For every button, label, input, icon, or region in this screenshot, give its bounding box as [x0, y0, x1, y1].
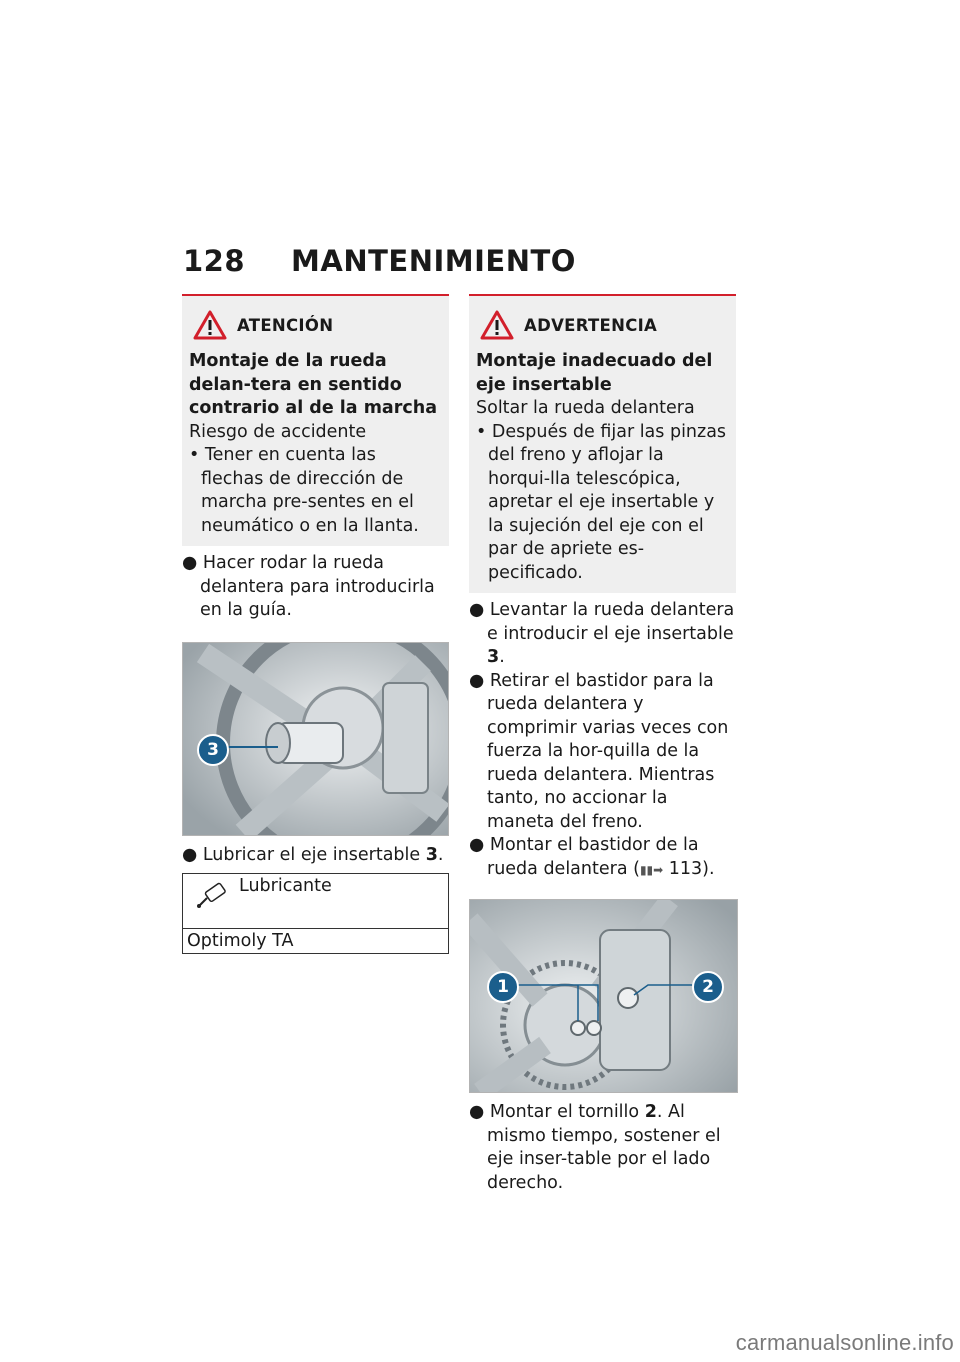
- caution-heading: Montaje de la rueda delan-tera en sentido contrario al de la marcha: [189, 351, 438, 418]
- warning-consequence: Soltar la rueda delantera: [476, 398, 695, 418]
- warning-triangle-icon: [193, 310, 227, 340]
- lubricant-table: [182, 873, 449, 954]
- instruction-roll-wheel: ● Hacer rodar la rueda delantera para introducirla en la guía.: [182, 553, 435, 620]
- warning-box: [469, 294, 736, 593]
- watermark: carmanualsonline.info: [735, 1330, 954, 1355]
- lubricant-label: Lubricante: [239, 876, 332, 896]
- page-header: [183, 244, 576, 278]
- instruction-remove-stand: ● Retirar el bastidor para la rueda delantera y comprimir varias veces con fuerza la hor-quilla de la rueda delantera. Mientras tanto, no accionar la maneta del freno.: [469, 670, 729, 832]
- caution-consequence: Riesgo de accidente: [189, 421, 367, 442]
- caution-box: [182, 294, 449, 546]
- figure-abs-sensor: [469, 899, 738, 1093]
- caution-action: • Tener en cuenta las flechas de dirección de marcha pre-sentes en el neumático o en la llanta.: [189, 445, 419, 536]
- warning-action: • Después de fijar las pinzas del freno y aflojar la horqui-lla telescópica, apretar el eje insertable y la sujeción del eje con el par de apriete es-pecificado.: [476, 421, 727, 583]
- caution-label: ATENCIÓN: [237, 315, 334, 335]
- callout-3: 3: [197, 734, 229, 766]
- ref-3: 3: [487, 647, 500, 667]
- lubricant-value: Optimoly TA: [183, 929, 449, 954]
- page-number: 128: [183, 244, 246, 278]
- left-column: [182, 294, 449, 954]
- caution-header: [193, 310, 441, 340]
- instruction-lubricate: ● Lubricar el eje insertable 3.: [182, 844, 444, 865]
- warning-heading: Montaje inadecuado del eje insertable: [476, 351, 713, 395]
- instruction-mount-screw: ● Montar el tornillo 2. Al mismo tiempo, sostener el eje inser-table por el lado derecho.: [469, 1102, 721, 1193]
- ref-3: 3: [425, 844, 438, 865]
- warning-label: ADVERTENCIA: [524, 315, 658, 335]
- instruction-text: Hacer rodar la rueda delantera para introducirla en la guía.: [200, 553, 435, 620]
- page-ref-arrow-icon: ▮▮➡: [639, 862, 664, 877]
- instruction-lift-wheel: ● Levantar la rueda delantera e introducir el eje insertable 3.: [469, 600, 735, 667]
- grease-gun-icon: [195, 882, 229, 910]
- callout-1: 1: [487, 971, 519, 1003]
- ref-2: 2: [644, 1102, 657, 1122]
- callout-2: 2: [692, 971, 724, 1003]
- instruction-mount-stand: ● Montar el bastidor de la rueda delantera (▮▮➡ 113).: [469, 834, 736, 882]
- right-column: [469, 294, 736, 1195]
- warning-header: [480, 310, 728, 340]
- warning-triangle-icon: [480, 310, 514, 340]
- section-title: MANTENIMIENTO: [291, 244, 576, 278]
- figure-axle-insert: [182, 642, 449, 836]
- lubricant-label-cell: [183, 874, 449, 929]
- page-reference: 113): [663, 858, 709, 879]
